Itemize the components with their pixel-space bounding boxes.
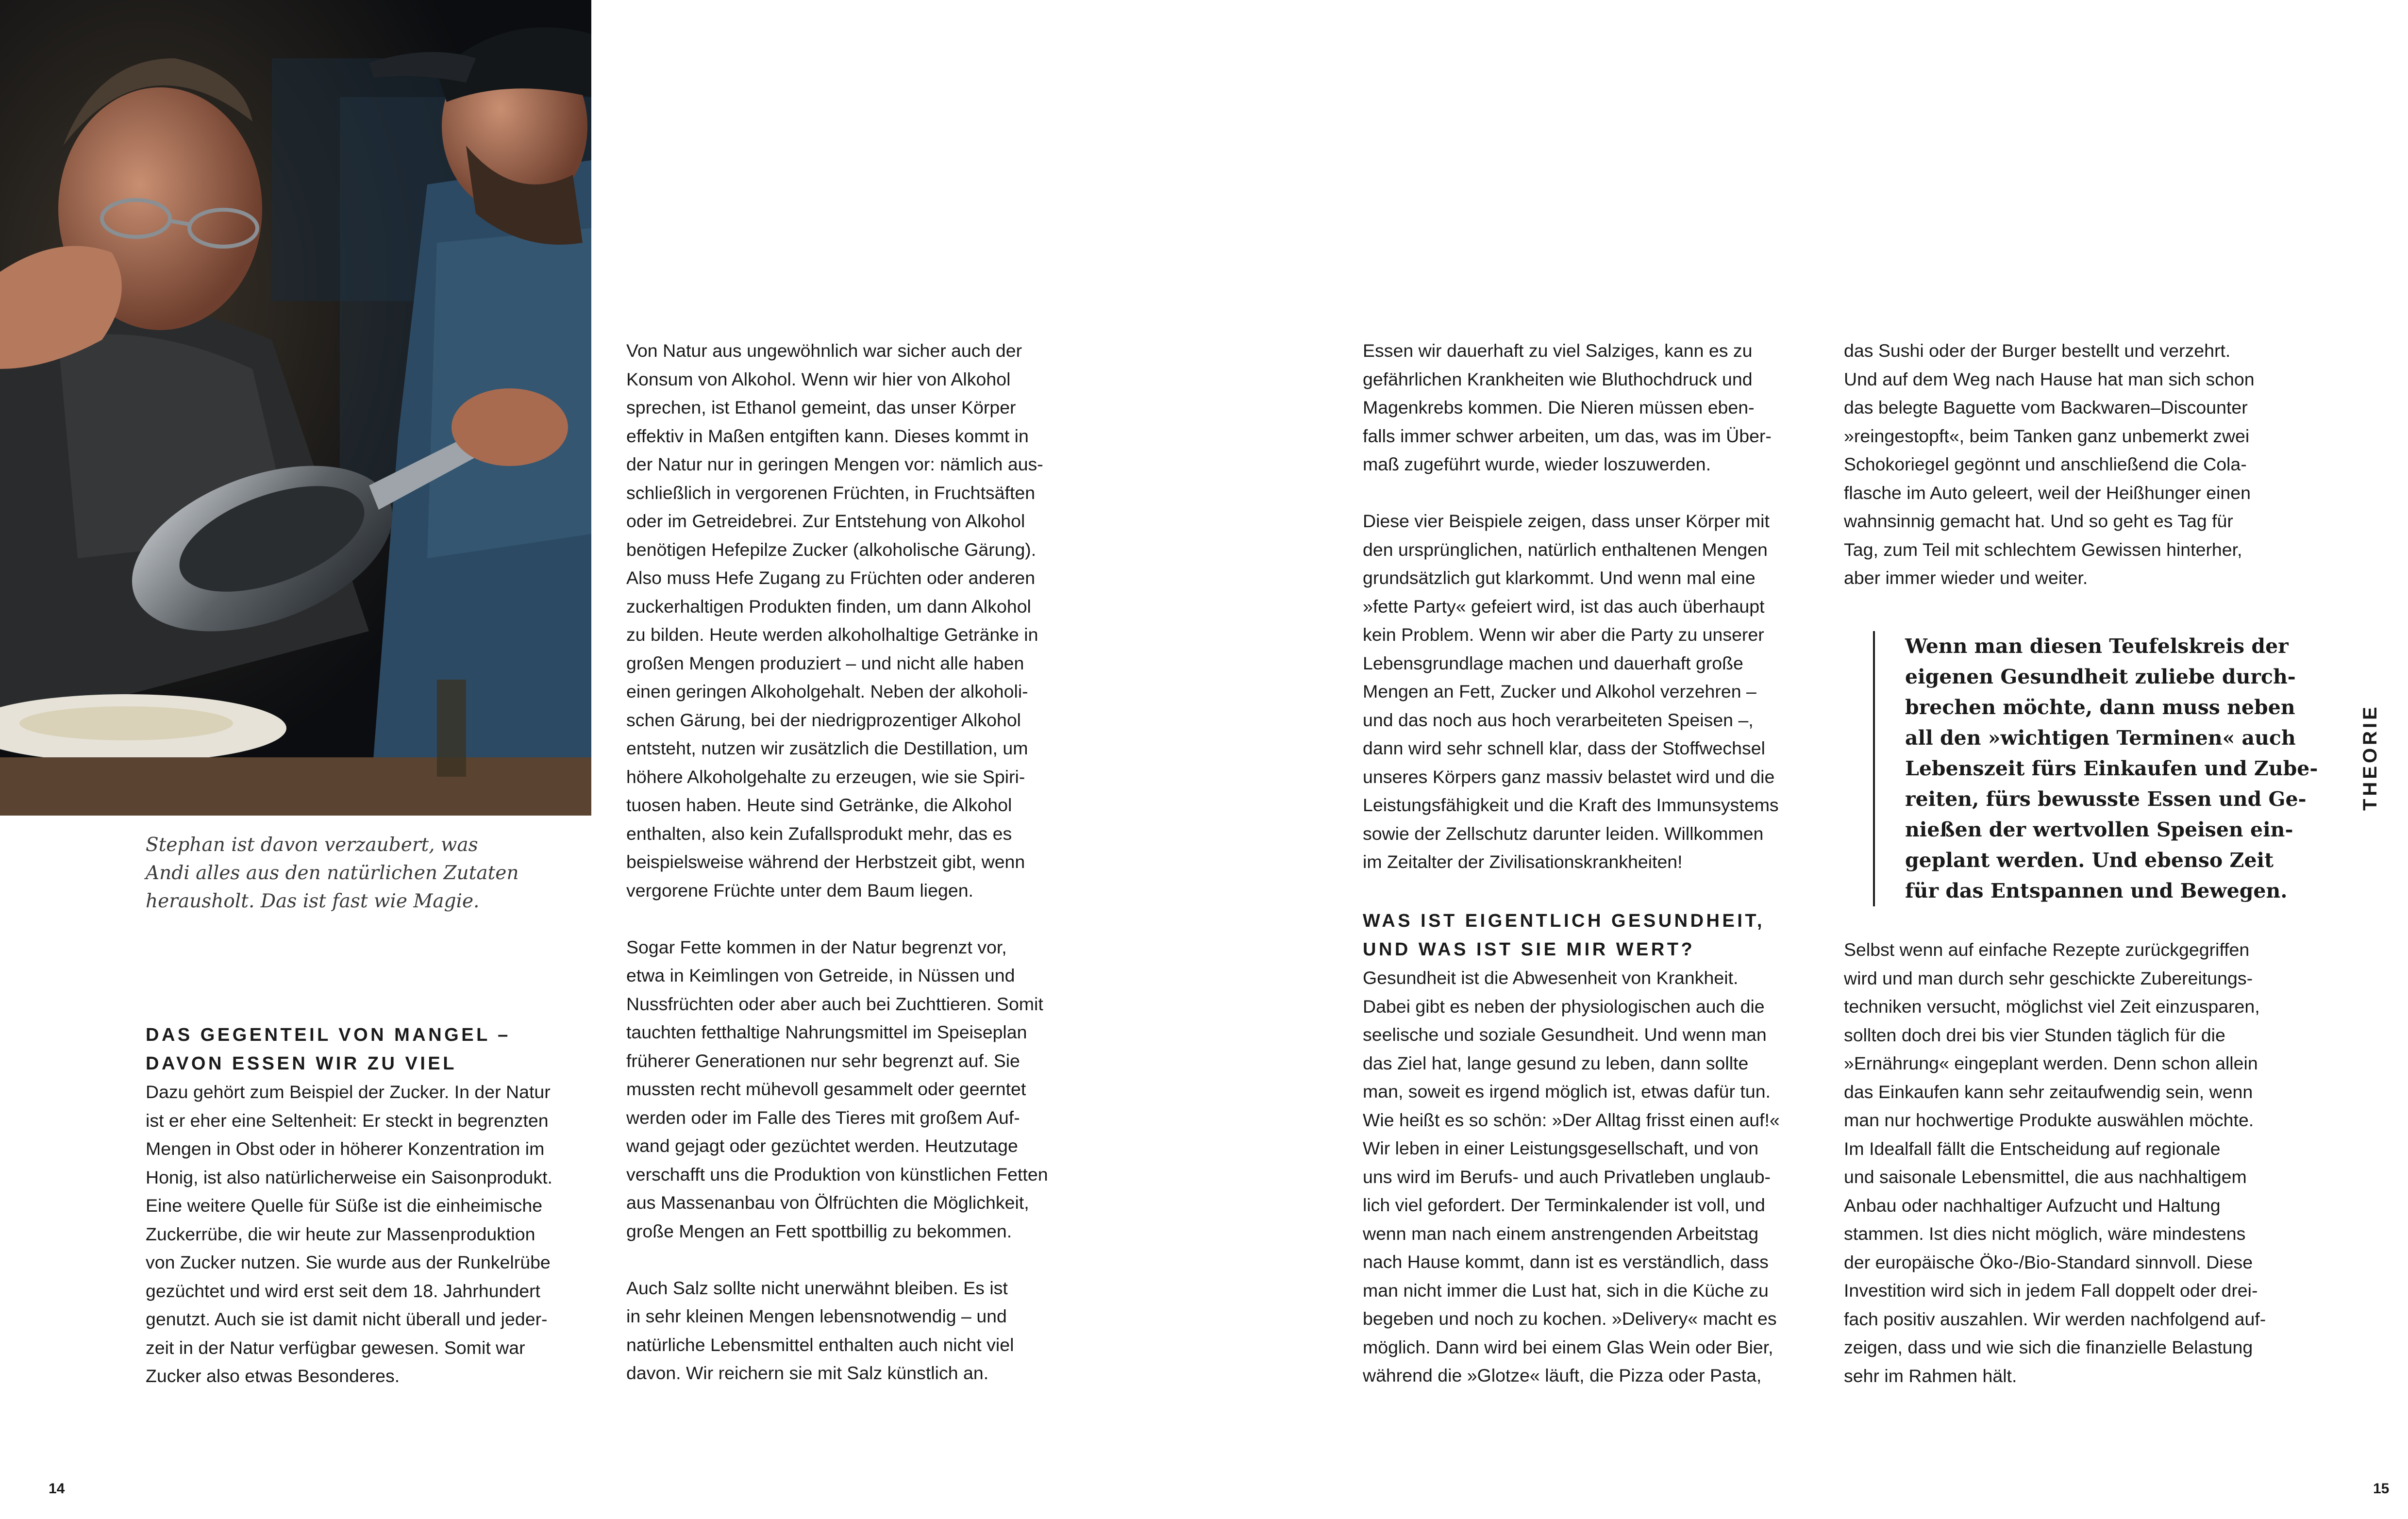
text-line: einen geringen Alkoholgehalt. Neben der alkoholi- [626,681,1028,701]
text-line: »fette Party« gefeiert wird, ist das auch überhaupt [1363,596,1765,617]
text-line: man nur hochwertige Produkte auswählen möchte. [1844,1110,2254,1130]
text-line: den ursprünglichen, natürlich enthaltenen Mengen [1363,539,1768,560]
text-line: begeben und noch zu kochen. »Delivery« macht es [1363,1308,1777,1329]
text-line: wand gejagt oder gezüchtet werden. Heutzutage [626,1135,1018,1156]
text-line: Lebensgrundlage machen und dauerhaft große [1363,652,1743,673]
text-line: höhere Alkoholgehalte zu erzeugen, wie sie Spiri- [626,766,1025,787]
caption-line: Stephan ist davon verzaubert, was [146,834,478,856]
column-2-body [626,336,1048,1387]
text-line: aber immer wieder und weiter. [1844,568,2088,588]
quote-line: für das Entspannen und Bewegen. [1905,879,2288,902]
text-line: Essen wir dauerhaft zu viel Salziges, kann es zu [1363,340,1753,361]
paragraph-gap [626,1245,1048,1274]
text-line: vergorene Früchte unter dem Baum liegen. [626,880,973,901]
text-line: uns wird im Berufs- und auch Privatleben unglaub- [1363,1166,1771,1187]
paragraph-gap [626,904,1048,933]
quote-line: brechen möchte, dann muss neben [1905,696,2295,719]
text-line: dann wird sehr schnell klar, dass der Stoffwechsel [1363,738,1765,758]
text-line: früherer Generationen nur sehr begrenzt auf. Sie [626,1050,1020,1071]
text-line: beispielsweise während der Herbstzeit gibt, wenn [626,851,1025,872]
text-line: und das noch aus hoch verarbeiteten Speisen –, [1363,709,1754,730]
text-line: »reingestopft«, beim Tanken ganz unbemerkt zwei [1844,425,2250,446]
text-line: wahnsinnig gemacht hat. Und so geht es Tag für [1844,511,2233,531]
text-line: Selbst wenn auf einfache Rezepte zurückgegriffen [1844,939,2250,960]
text-line: tauchten fetthaltige Nahrungsmittel im Speiseplan [626,1022,1027,1042]
text-line: Tag, zum Teil mit schlechtem Gewissen hinterher, [1844,539,2242,560]
text-line: Investition wird sich in jedem Fall doppelt oder drei- [1844,1280,2258,1301]
text-line: gefährlichen Krankheiten wie Bluthochdruck und [1363,368,1753,389]
text-line: Diese vier Beispiele zeigen, dass unser Körper mit [1363,511,1770,531]
text-line: Von Natur aus ungewöhnlich war sicher auch der [626,340,1022,361]
text-line: in sehr kleinen Mengen lebensnotwendig – und [626,1306,1007,1326]
column-3-body [1363,336,1779,876]
text-line: benötigen Hefepilze Zucker (alkoholische Gärung). [626,539,1037,560]
text-line: der Natur nur in geringen Mengen vor: nämlich aus- [626,454,1043,474]
text-line: das Ziel hat, lange gesund zu leben, dann sollte [1363,1052,1749,1073]
text-line: davon. Wir reichern sie mit Salz künstlich an. [626,1363,989,1383]
text-line: Wir leben in einer Leistungsgesellschaft, und von [1363,1138,1759,1158]
quote-line: nießen der wertvollen Speisen ein- [1905,818,2293,841]
caption-line: Andi alles aus den natürlichen Zutaten [146,862,519,884]
text-line: Also muss Hefe Zugang zu Früchten oder anderen [626,568,1036,588]
text-line: Magenkrebs kommen. Die Nieren müssen eben- [1363,397,1755,417]
text-line: Anbau oder nachhaltiger Aufzucht und Haltung [1844,1195,2221,1216]
text-line: schen Gärung, bei der niedrigprozentiger Alkohol [626,709,1021,730]
text-line: falls immer schwer arbeiten, um das, was im Über- [1363,425,1772,446]
text-line: zu bilden. Heute werden alkoholhaltige Getränke in [626,624,1038,645]
text-line: natürliche Lebensmittel enthalten auch nicht viel [626,1334,1014,1355]
text-line: kein Problem. Wenn wir aber die Party zu unserer [1363,624,1764,645]
text-line: Honig, ist also natürlicherweise ein Saisonprodukt. [146,1167,552,1187]
quote-line: all den »wichtigen Terminen« auch [1905,726,2296,750]
text-line: das Sushi oder der Burger bestellt und verzehrt. [1844,340,2231,361]
quote-line: geplant werden. Und ebenso Zeit [1905,849,2274,872]
text-line: Leistungsfähigkeit und die Kraft des Immunsystems [1363,795,1779,815]
text-line: Und auf dem Weg nach Hause hat man sich schon [1844,368,2255,389]
text-line: Mengen an Fett, Zucker und Alkohol verzehren – [1363,681,1756,701]
column-4-body [1844,336,2255,592]
text-line: das belegte Baguette vom Backwaren–Discounter [1844,397,2248,417]
text-line: Gesundheit ist die Abwesenheit von Krankheit. [1363,968,1739,988]
text-line: maß zugeführt wurde, wieder loszuwerden. [1363,454,1711,474]
text-line: sowie der Zellschutz darunter leiden. Willkommen [1363,823,1764,844]
section-heading-left [146,1021,511,1078]
heading-line: DAS GEGENTEIL VON MANGEL – [146,1025,511,1045]
heading-line: WAS IST EIGENTLICH GESUNDHEIT, [1363,911,1765,931]
column-1-body [146,1078,552,1390]
text-line: Schokoriegel gegönnt und anschließend die Cola- [1844,454,2247,474]
text-line: man nicht immer die Lust hat, sich in die Küche zu [1363,1280,1769,1301]
pull-quote [1873,631,2323,906]
text-line: Wie heißt es so schön: »Der Alltag frisst einen auf!« [1363,1109,1780,1130]
text-line: der europäische Öko-/Bio-Standard sinnvoll. Diese [1844,1252,2253,1272]
text-line: von Zucker nutzen. Sie wurde aus der Runkelrübe [146,1252,551,1272]
text-line: Dazu gehört zum Beispiel der Zucker. In der Natur [146,1082,551,1102]
text-line: lich viel gefordert. Der Terminkalender ist voll, und [1363,1195,1765,1215]
text-line: »Ernährung« eingeplant werden. Denn schon allein [1844,1053,2258,1073]
heading-line: UND WAS IST SIE MIR WERT? [1363,939,1695,960]
text-line: man, soweit es irgend möglich ist, etwas dafür tun. [1363,1081,1771,1102]
text-line: sollten doch drei bis vier Stunden täglich für die [1844,1024,2225,1045]
text-line: unseres Körpers ganz massiv belastet wird und die [1363,766,1775,787]
text-line: gezüchtet und wird erst seit dem 18. Jahrhundert [146,1280,540,1301]
text-line: wird und man durch sehr geschickte Zubereitungs- [1844,968,2253,988]
text-line: ist er eher eine Seltenheit: Er steckt in begrenzten [146,1110,549,1131]
text-line: nach Hause kommt, dann ist es verständlich, dass [1363,1252,1769,1272]
page-number-right: 15 [2373,1481,2390,1497]
text-line: enthalten, also kein Zufallsprodukt mehr, das es [626,823,1012,844]
heading-line: DAVON ESSEN WIR ZU VIEL [146,1053,457,1074]
text-line: seelische und soziale Gesundheit. Und wenn man [1363,1024,1767,1045]
text-line: Konsum von Alkohol. Wenn wir hier von Alkohol [626,368,1011,389]
quote-line: Wenn man diesen Teufelskreis der [1905,634,2289,658]
text-line: möglich. Dann wird bei einem Glas Wein oder Bier, [1363,1336,1773,1357]
text-line: Eine weitere Quelle für Süße ist die einheimische [146,1195,543,1216]
text-line: das Einkaufen kann sehr zeitaufwendig sein, wenn [1844,1081,2253,1102]
text-line: werden oder im Falle des Tieres mit großem Auf- [626,1107,1020,1128]
quote-line: Lebenszeit fürs Einkaufen und Zube- [1905,757,2318,780]
text-line: aus Massenanbau von Ölfrüchten die Möglichkeit, [626,1192,1029,1213]
column-3-body-cont [1363,964,1780,1390]
text-line: wenn man nach einem anstrengenden Arbeitstag [1363,1223,1759,1244]
text-line: verschafft uns die Produktion von künstlichen Fetten [626,1164,1048,1185]
quote-line: reiten, fürs bewusste Essen und Ge- [1905,787,2307,811]
text-line: Sogar Fette kommen in der Natur begrenzt vor, [626,936,1007,957]
photo-caption [146,831,563,916]
text-line: mussten recht mühevoll gesammelt oder geerntet [626,1079,1026,1099]
text-line: techniken versucht, möglichst viel Zeit einzusparen, [1844,996,2260,1017]
text-line: tuosen haben. Heute sind Getränke, die Alkohol [626,795,1012,815]
text-line: und saisonale Lebensmittel, die aus nachhaltigem [1844,1167,2247,1187]
text-line: sehr im Rahmen hält. [1844,1365,2017,1386]
text-line: zeigen, dass und wie sich die finanzielle Belastung [1844,1337,2253,1357]
page-number-left: 14 [49,1481,65,1497]
quote-line: eigenen Gesundheit zuliebe durch- [1905,665,2296,688]
section-heading-right [1363,907,1765,964]
caption-line: herausholt. Das ist fast wie Magie. [146,890,480,912]
text-line: effektiv in Maßen entgiften kann. Dieses kommt in [626,425,1029,446]
text-line: schließlich in vergorenen Früchten, in Fruchtsäften [626,482,1036,503]
text-line: Zuckerrübe, die wir heute zur Massenproduktion [146,1223,535,1244]
text-line: Zucker also etwas Besonderes. [146,1366,400,1386]
text-line: zuckerhaltigen Produkten finden, um dann Alkohol [626,596,1031,617]
text-line: Mengen in Obst oder in höherer Konzentration im [146,1138,545,1159]
text-line: sprechen, ist Ethanol gemeint, das unser Körper [626,397,1016,417]
paragraph-gap [1363,479,1779,507]
text-line: Auch Salz sollte nicht unerwähnt bleiben. Es ist [626,1277,1008,1298]
text-line: Dabei gibt es neben der physiologischen auch die [1363,996,1765,1017]
text-line: oder im Getreidebrei. Zur Entstehung von Alkohol [626,511,1025,531]
text-line: flasche im Auto geleert, weil der Heißhunger einen [1844,482,2251,503]
text-line: während die »Glotze« läuft, die Pizza oder Pasta, [1363,1365,1762,1385]
side-label-text: THEORIE [2359,704,2381,811]
text-line: zeit in der Natur verfügbar gewesen. Somit war [146,1337,525,1358]
text-line: genutzt. Auch sie ist damit nicht überall und jeder- [146,1309,548,1329]
text-line: Nussfrüchten oder aber auch bei Zuchttieren. Somit [626,993,1043,1014]
text-line: im Zeitalter der Zivilisationskrankheiten! [1363,851,1683,872]
text-line: etwa in Keimlingen von Getreide, in Nüssen und [626,965,1015,985]
text-line: großen Mengen produziert – und nicht alle haben [626,652,1024,673]
chef-photo [0,0,591,816]
photo-two-chefs-icon [0,0,591,816]
text-line: Im Idealfall fällt die Entscheidung auf regionale [1844,1138,2221,1159]
text-line: fach positiv auszahlen. Wir werden nachfolgend auf- [1844,1308,2266,1329]
text-line: entsteht, nutzen wir zusätzlich die Destillation, um [626,738,1028,758]
text-line: stammen. Ist dies nicht möglich, wäre mindestens [1844,1223,2246,1244]
column-4-body-cont [1844,935,2266,1390]
text-line: große Mengen an Fett spottbillig zu bekommen. [626,1220,1012,1241]
text-line: grundsätzlich gut klarkommt. Und wenn mal eine [1363,568,1756,588]
